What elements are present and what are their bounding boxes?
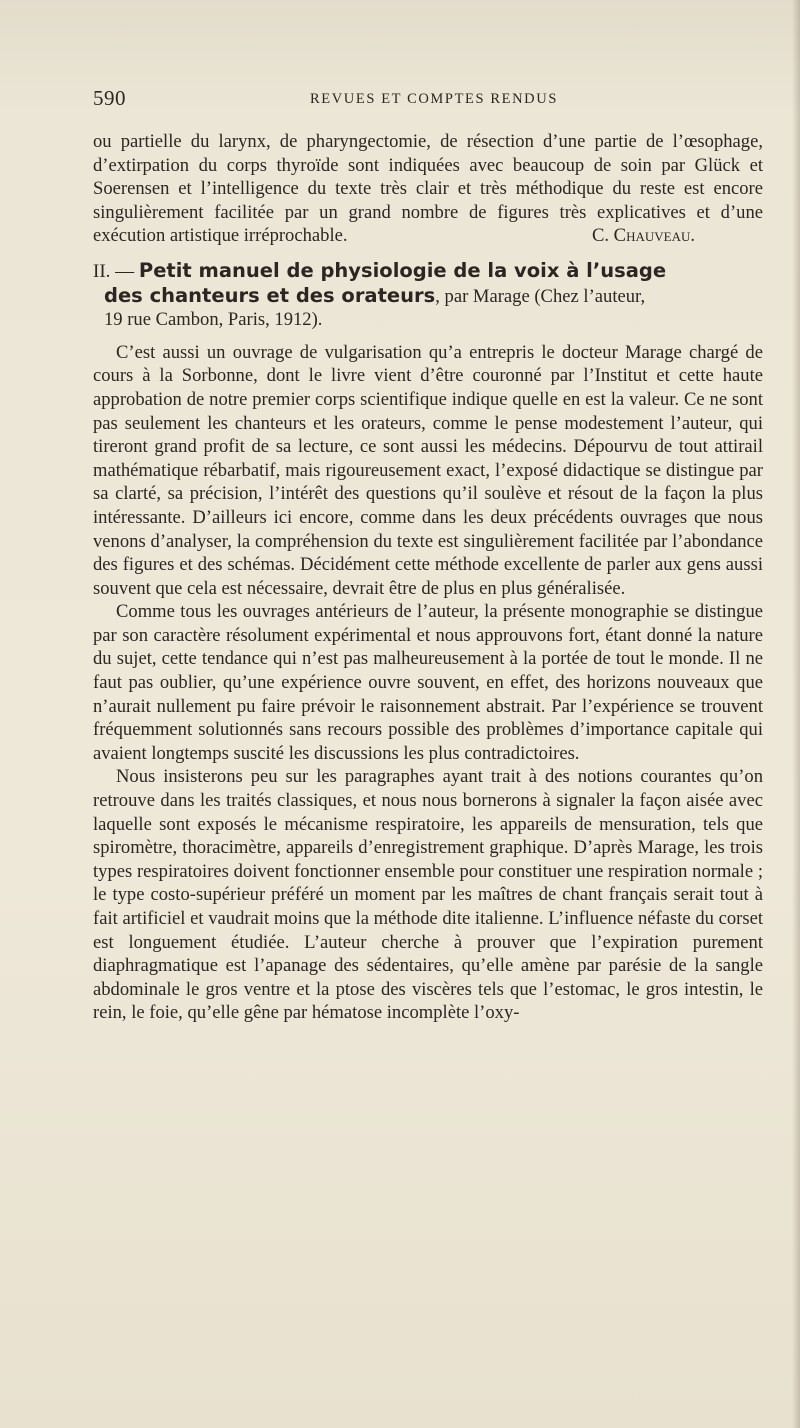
page-body [93, 130, 763, 1025]
review-number: II. — [93, 260, 139, 282]
review-paragraph: Nous insisterons peu sur les paragraphes ayant trait à des notions courantes qu’on retrouve dans les traités classiques, et nous nous bornerons à signaler la façon aisée avec laquelle sont exposés le mécanisme respiratoire, les appareils de mensuration, tels que spiromètre, thoracimètre, appareils d’enregistrement graphique. D’après Marage, les trois types respiratoires doivent fonctionner ensemble pour constituer une respiration normale ; le type costo-supérieur préféré un moment par les maîtres de chant français serait tout à fait artificiel et vaudrait moins que la méthode dite italienne. L’influence néfaste du corset est longuement étudiée. L’auteur cherche à prouver que l’expiration purement diaphragmatique est l’apanage des sédentaires, qu’elle amène par parésie de la sangle abdominale le gros ventre et la ptose des viscères tels que l’estomac, le gros intestin, le rein, le foie, qu’elle gêne par hématose incomplète l’oxy- [93, 766, 763, 1024]
first-review-paragraph: ou partielle du larynx, de pharyngectomie, de résection d’une partie de l’œsophage, d’extirpation du corps thyroïde sont indiquées avec beaucoup de soin par Glück et Soerensen et l’intelligence du texte très clair et très méthodique du reste est encore singulièrement facilitée par un grand nombre de figures très explicatives et d’une exécution artistique irréprochable. [93, 131, 763, 247]
review-publisher-line2: 19 rue Cambon, Paris, 1912). [104, 309, 323, 331]
page-number: 590 [93, 86, 126, 110]
first-review-text [93, 130, 763, 248]
review-title-line1: Petit manuel de physiologie de la voix à l’usage [138, 258, 667, 282]
review-paragraph: C’est aussi un ouvrage de vulgarisation qu’a entrepris le docteur Marage chargé de cours à la Sorbonne, dont le livre vient d’être couronné par l’Institut et cette haute approbation de notre premier corps scientifique indique quelle en est la valeur. Ce ne sont pas seulement les chanteurs et les orateurs, comme le pense modestement l’auteur, qui tireront grand profit de sa lecture, ce sont aussi les médecins. Dépourvu de tout attirail mathématique rébarbatif, mais rigoureusement exact, l’exposé didactique se distingue par sa clarté, sa précision, l’intérêt des questions qu’il soulève et résout de la façon la plus intéressante. D’ailleurs ici encore, comme dans les deux précédents ouvrages que nous venons d’analyser, la compréhension du texte est singulièrement facilitée par l’abondance des figures et des schémas. Décidément cette méthode excellente de parler aux gens aussi souvent que cela est nécessaire, devrait être de plus en plus généralisée. [93, 341, 763, 599]
first-review-signature: C. Chauveau. [591, 225, 695, 247]
page-edge-shadow [792, 0, 800, 1428]
second-review-heading [93, 259, 763, 332]
running-head: REVUES ET COMPTES RENDUS [309, 91, 558, 107]
review-title-line2: des chanteurs et des orateurs [104, 283, 436, 307]
page-header [93, 86, 763, 116]
review-paragraph: Comme tous les ouvrages antérieurs de l’auteur, la présente monographie se distingue par son caractère résolument expérimental et nous approuvons fort, étant donné la nature du sujet, cette tendance qui n’est pas malheureusement à la portée de tout le monde. Il ne faut pas oublier, qu’une expérience ouvre souvent, en effet, des horizons nouveaux que n’aurait nullement pu faire prévoir le raisonnement abstrait. Par l’expérience se trouvent fréquemment solutionnés sans recours possible des problèmes d’importance capitale qui avaient longtemps suscité les discussions les plus contradictoires. [93, 601, 763, 764]
first-review [93, 130, 763, 248]
review-publisher-line1: , par Marage (Chez l’auteur, [435, 285, 646, 307]
